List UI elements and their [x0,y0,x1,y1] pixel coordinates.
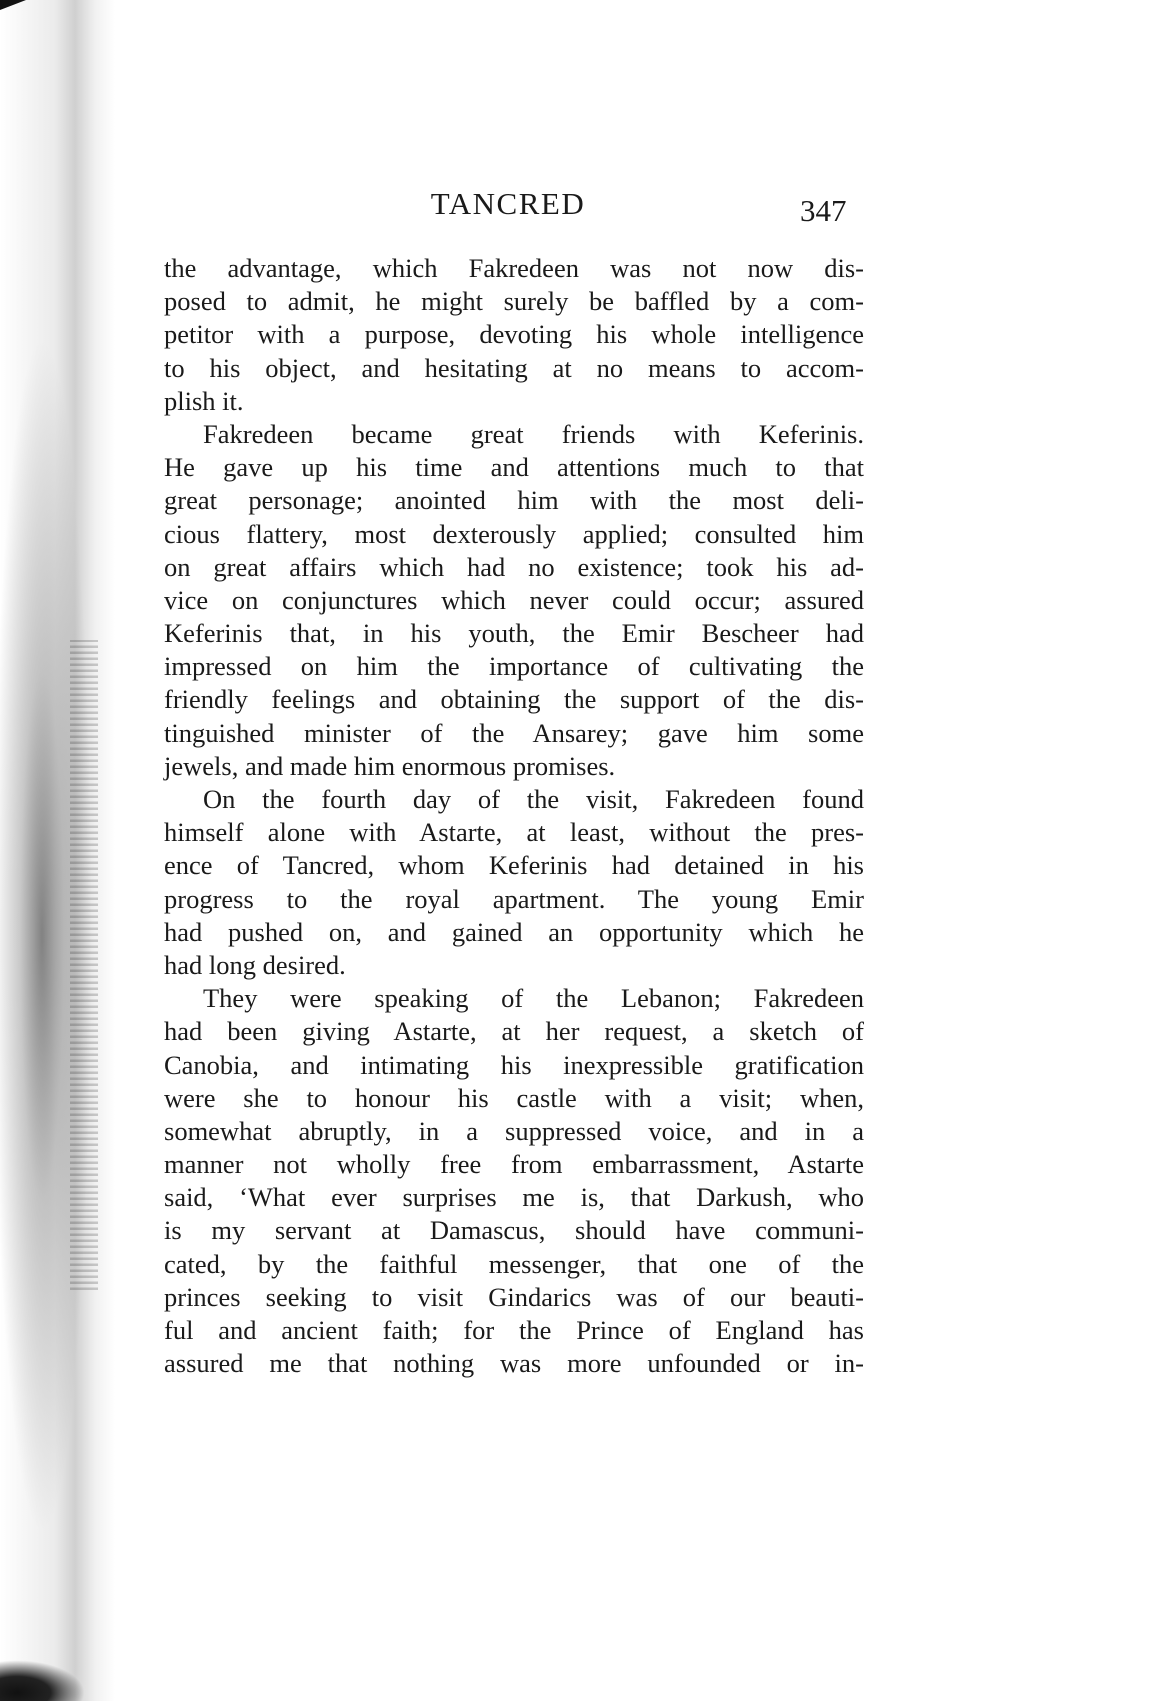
text-line: great personage; anointed him with the most deli- [164,485,864,516]
text-line: ful and ancient faith; for the Prince of England has [164,1315,864,1345]
text-line: Canobia, and intimating his inexpressible gratification [164,1049,864,1080]
text-line: cious flattery, most dexterously applied; consulted him [164,518,864,549]
text-line: tinguished minister of the Ansarey; gave him some [164,717,864,748]
text-line: jewels, and made him enormous promises. [164,750,616,781]
text-line: petitor with a purpose, devoting his whole intelligence [164,319,864,350]
text-line: progress to the royal apartment. The young Emir [164,883,864,914]
text-line: Keferinis that, in his youth, the Emir Bescheer had [164,618,864,649]
book-gutter-shadow [0,0,120,1701]
text-line: Fakredeen became great friends with Keferinis. [203,418,864,449]
text-line: were she to honour his castle with a visit; when, [164,1082,864,1113]
text-line: said, ‘What ever surprises me is, that Darkush, who [164,1182,864,1213]
text-line: to his object, and hesitating at no means to accom- [164,352,864,383]
text-line: is my servant at Damascus, should have communi- [164,1215,864,1246]
text-line: the advantage, which Fakredeen was not now dis- [164,253,864,283]
gutter-speckle [70,640,98,1290]
text-line: posed to admit, he might surely be baffled by a com- [164,286,864,317]
text-line: princes seeking to visit Gindarics was of our beauti- [164,1281,864,1312]
text-line: friendly feelings and obtaining the support of the dis- [164,684,864,715]
scan-corner-smudge [0,1660,85,1701]
text-line: They were speaking of the Lebanon; Fakredeen [203,983,864,1014]
text-line: vice on conjunctures which never could occur; assured [164,584,864,615]
text-line: on great affairs which had no existence; took his ad- [164,551,864,582]
text-line: had pushed on, and gained an opportunity which he [164,916,864,947]
text-line: He gave up his time and attentions much to that [164,452,864,483]
text-line: On the fourth day of the visit, Fakredeen found [203,784,864,814]
text-line: plish it. [164,385,244,416]
text-line: ence of Tancred, whom Keferinis had detained in his [164,850,864,881]
body-text [164,252,864,1380]
text-line: assured me that nothing was more unfounded or in- [164,1348,864,1379]
text-line: had long desired. [164,949,346,980]
text-line: impressed on him the importance of cultivating the [164,651,864,682]
text-line: himself alone with Astarte, at least, without the pres- [164,817,864,848]
text-line: cated, by the faithful messenger, that one of the [164,1248,864,1279]
page-number: 347 [800,193,847,228]
text-line: manner not wholly free from embarrassment, Astarte [164,1149,864,1180]
text-line: had been giving Astarte, at her request, a sketch of [164,1016,864,1047]
text-line: somewhat abruptly, in a suppressed voice, and in a [164,1115,864,1146]
running-title: TANCRED [430,186,586,221]
